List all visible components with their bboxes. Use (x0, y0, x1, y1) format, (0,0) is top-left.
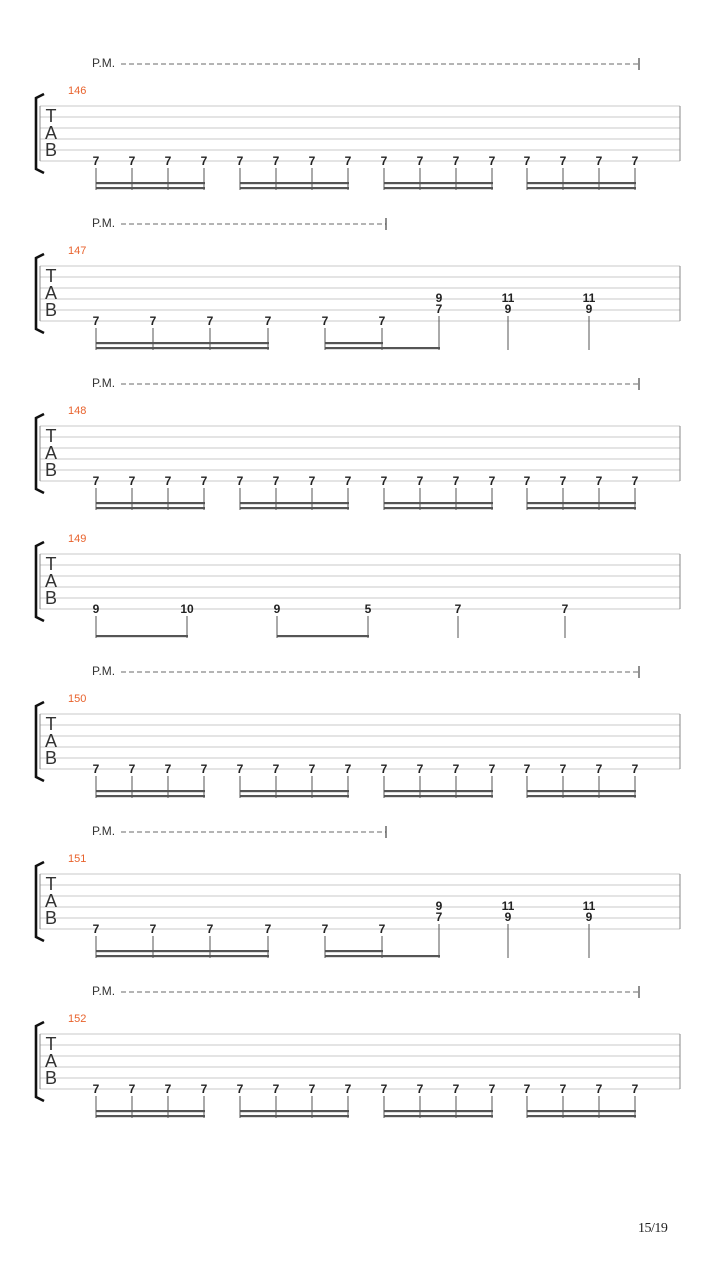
tab-clef-letter: B (44, 748, 58, 768)
fret-number: 7 (595, 154, 603, 168)
note-beam (240, 790, 349, 792)
fret-number: 11 (501, 291, 515, 305)
fret-number: 9 (504, 302, 512, 316)
tab-clef-letter: T (45, 554, 57, 574)
fret-number: 7 (523, 474, 531, 488)
note-beam (527, 187, 636, 189)
tab-clef-letter: B (44, 1068, 58, 1088)
palm-mute-label: P.M. (92, 376, 116, 390)
fret-number: 7 (559, 154, 567, 168)
fret-number: 7 (559, 1082, 567, 1096)
tab-system (36, 824, 680, 958)
note-beam (325, 950, 383, 952)
fret-number: 7 (595, 1082, 603, 1096)
fret-number: 7 (344, 1082, 352, 1096)
fret-number: 9 (585, 302, 593, 316)
note-beam (240, 1115, 349, 1117)
tab-clef-letter: T (45, 714, 57, 734)
fret-number: 7 (416, 762, 424, 776)
fret-number: 7 (523, 762, 531, 776)
palm-mute-label: P.M. (92, 216, 116, 230)
fret-number: 7 (272, 762, 280, 776)
fret-number: 7 (200, 762, 208, 776)
measure-number: 151 (68, 853, 87, 865)
fret-number: 7 (488, 1082, 496, 1096)
note-beam (240, 1110, 349, 1112)
note-beam (96, 182, 205, 184)
measure-number: 150 (68, 693, 87, 705)
fret-number: 7 (523, 1082, 531, 1096)
tab-clef-letter: B (44, 460, 58, 480)
note-beam (240, 502, 349, 504)
note-beam (384, 187, 493, 189)
fret-number: 7 (206, 314, 214, 328)
note-beam (527, 795, 636, 797)
fret-number: 7 (631, 762, 639, 776)
fret-number: 7 (272, 154, 280, 168)
measure-number: 149 (68, 533, 87, 545)
fret-number: 7 (308, 762, 316, 776)
fret-number: 7 (416, 474, 424, 488)
note-beam (96, 502, 205, 504)
fret-number: 7 (164, 1082, 172, 1096)
fret-number: 5 (364, 602, 372, 616)
note-beam (527, 182, 636, 184)
palm-mute-label: P.M. (92, 984, 116, 998)
fret-number: 7 (344, 154, 352, 168)
fret-number: 7 (128, 474, 136, 488)
fret-number: 7 (321, 314, 329, 328)
fret-number: 7 (380, 762, 388, 776)
fret-number: 7 (92, 474, 100, 488)
fret-number: 9 (504, 910, 512, 924)
palm-mute-label: P.M. (92, 824, 116, 838)
fret-number: 7 (454, 602, 462, 616)
tab-clef-letter: B (44, 588, 58, 608)
measure-number: 147 (68, 245, 87, 257)
fret-number: 7 (149, 922, 157, 936)
fret-number: 7 (164, 762, 172, 776)
fret-number: 7 (559, 474, 567, 488)
fret-number: 7 (595, 474, 603, 488)
tab-clef-letter: A (44, 571, 58, 591)
fret-number: 7 (378, 314, 386, 328)
fret-number: 7 (416, 154, 424, 168)
note-beam (384, 182, 493, 184)
fret-number: 7 (164, 154, 172, 168)
fret-number: 7 (149, 314, 157, 328)
note-beam (527, 1115, 636, 1117)
note-beam (277, 635, 369, 637)
fret-number: 7 (236, 154, 244, 168)
tab-system (36, 56, 680, 190)
tab-clef-letter: A (44, 443, 58, 463)
page-number: 15/19 (638, 1221, 668, 1236)
fret-number: 7 (452, 1082, 460, 1096)
fret-number: 7 (523, 154, 531, 168)
tab-clef-letter: T (45, 874, 57, 894)
note-beam (325, 342, 383, 344)
note-beam (96, 347, 269, 349)
note-beam (240, 795, 349, 797)
fret-number: 7 (435, 302, 443, 316)
note-beam (96, 342, 269, 344)
fret-number: 7 (378, 922, 386, 936)
fret-number: 7 (595, 762, 603, 776)
tab-system (36, 533, 680, 638)
fret-number: 7 (92, 314, 100, 328)
fret-number: 9 (435, 291, 443, 305)
note-beam (384, 1115, 493, 1117)
fret-number: 9 (435, 899, 443, 913)
note-beam (96, 955, 269, 957)
fret-number: 7 (92, 762, 100, 776)
fret-number: 7 (488, 762, 496, 776)
note-beam (96, 187, 205, 189)
note-beam (384, 795, 493, 797)
note-beam (96, 790, 205, 792)
fret-number: 7 (128, 154, 136, 168)
fret-number: 7 (236, 474, 244, 488)
note-beam (384, 507, 493, 509)
fret-number: 7 (631, 474, 639, 488)
note-beam (240, 182, 349, 184)
fret-number: 7 (344, 762, 352, 776)
tab-clef-letter: T (45, 266, 57, 286)
fret-number: 7 (92, 922, 100, 936)
tab-clef-letter: A (44, 891, 58, 911)
note-beam (325, 955, 440, 957)
measure-number: 152 (68, 1013, 87, 1025)
tab-clef-letter: T (45, 106, 57, 126)
fret-number: 9 (92, 602, 100, 616)
fret-number: 7 (308, 474, 316, 488)
fret-number: 7 (128, 1082, 136, 1096)
fret-number: 7 (92, 1082, 100, 1096)
fret-number: 9 (273, 602, 281, 616)
fret-number: 7 (236, 1082, 244, 1096)
note-beam (96, 635, 188, 637)
fret-number: 7 (206, 922, 214, 936)
fret-number: 7 (452, 154, 460, 168)
tab-system (36, 216, 680, 350)
fret-number: 7 (561, 602, 569, 616)
fret-number: 11 (582, 291, 596, 305)
tab-system (36, 376, 680, 510)
fret-number: 7 (236, 762, 244, 776)
fret-number: 7 (631, 154, 639, 168)
fret-number: 7 (488, 474, 496, 488)
palm-mute-label: P.M. (92, 664, 116, 678)
fret-number: 7 (452, 474, 460, 488)
fret-number: 7 (308, 1082, 316, 1096)
fret-number: 10 (180, 602, 194, 616)
note-beam (527, 502, 636, 504)
note-beam (527, 507, 636, 509)
fret-number: 7 (308, 154, 316, 168)
fret-number: 7 (200, 474, 208, 488)
fret-number: 7 (416, 1082, 424, 1096)
tab-clef-letter: T (45, 426, 57, 446)
palm-mute-label: P.M. (92, 56, 116, 70)
tab-system (36, 984, 680, 1118)
note-beam (384, 790, 493, 792)
fret-number: 7 (272, 474, 280, 488)
fret-number: 7 (380, 474, 388, 488)
note-beam (325, 347, 440, 349)
fret-number: 7 (264, 922, 272, 936)
tab-clef-letter: A (44, 1051, 58, 1071)
fret-number: 7 (344, 474, 352, 488)
fret-number: 7 (435, 910, 443, 924)
tab-clef-letter: A (44, 123, 58, 143)
fret-number: 7 (164, 474, 172, 488)
tab-system (36, 664, 680, 798)
measure-number: 146 (68, 85, 87, 97)
fret-number: 9 (585, 910, 593, 924)
note-beam (96, 507, 205, 509)
fret-number: 7 (92, 154, 100, 168)
tab-clef-letter: A (44, 283, 58, 303)
fret-number: 7 (200, 1082, 208, 1096)
fret-number: 11 (582, 899, 596, 913)
fret-number: 7 (559, 762, 567, 776)
note-beam (384, 1110, 493, 1112)
note-beam (240, 187, 349, 189)
fret-number: 7 (272, 1082, 280, 1096)
fret-number: 11 (501, 899, 515, 913)
note-beam (527, 1110, 636, 1112)
tab-clef-letter: A (44, 731, 58, 751)
note-beam (96, 1110, 205, 1112)
fret-number: 7 (264, 314, 272, 328)
fret-number: 7 (128, 762, 136, 776)
note-beam (96, 950, 269, 952)
tab-clef-letter: B (44, 908, 58, 928)
measure-number: 148 (68, 405, 87, 417)
fret-number: 7 (200, 154, 208, 168)
fret-number: 7 (631, 1082, 639, 1096)
note-beam (96, 795, 205, 797)
fret-number: 7 (380, 1082, 388, 1096)
fret-number: 7 (380, 154, 388, 168)
note-beam (527, 790, 636, 792)
tab-clef-letter: B (44, 300, 58, 320)
note-beam (384, 502, 493, 504)
fret-number: 7 (321, 922, 329, 936)
tab-clef-letter: B (44, 140, 58, 160)
tab-clef-letter: T (45, 1034, 57, 1054)
note-beam (240, 507, 349, 509)
fret-number: 7 (452, 762, 460, 776)
note-beam (96, 1115, 205, 1117)
fret-number: 7 (488, 154, 496, 168)
